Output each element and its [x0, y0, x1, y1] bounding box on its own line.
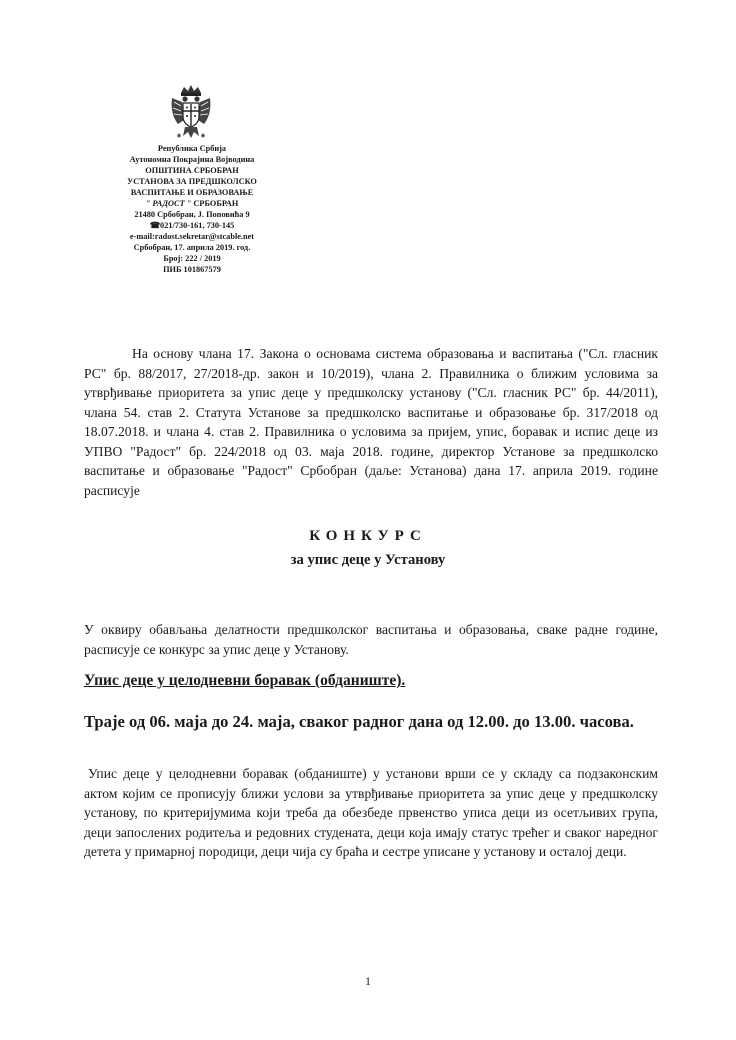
letterhead-phone: ☎021/730-161, 730-145: [149, 221, 235, 230]
letterhead-email: e-mail:radost.sekretar@stcable.net: [129, 232, 255, 241]
letterhead-address: 21480 Србобран, Ј. Поповића 9: [134, 210, 250, 219]
body-paragraph: Упис деце у целодневни боравак (обданиште) у установи врши се у складу са подзаконским актом којим се прописују ближи услови за утврђивање приоритета за упис деце у предшколску установу, по критеријумима који треба да обезбеде првенство уписа деци из осетљивих група, деци запослених родитеља и редовних студената, деци која имају статус трећег и сваког наредног детета у примарној породици, деци чија су браћа и сестре уписане у установу и осталој деци.: [84, 766, 658, 859]
letterhead-institution-line1: УСТАНОВА ЗА ПРЕДШКОЛСКО: [127, 177, 257, 186]
letterhead-radost: " РАДОСТ ": [145, 199, 192, 208]
section-heading: Упис деце у целодневни боравак (обданиште).: [84, 672, 406, 689]
letterhead-municipality: ОПШТИНА СРБОБРАН: [145, 166, 239, 175]
letterhead-tax-id: ПИБ 101867579: [163, 265, 221, 274]
page-number: 1: [365, 974, 371, 988]
letterhead-institution-line2: ВАСПИТАЊЕ И ОБРАЗОВАЊЕ: [130, 188, 254, 197]
duration-paragraph: Траје од 06. маја до 24. маја, сваког радног дана од 12.00. до 13.00. часова.: [84, 712, 634, 731]
intro-section: [84, 620, 658, 659]
letterhead-reference-number: Број: 222 / 2019: [163, 254, 221, 263]
letterhead-country: Република Србија: [157, 144, 227, 153]
document-subtitle: за упис деце у Установу: [290, 552, 446, 568]
document-title: КОНКУРС: [309, 528, 427, 544]
preamble-paragraph: На основу члана 17. Закона о основама система образовања и васпитања ("Сл. гласник РС" бр. 88/2017, 27/2018-др. закон и 10/2019), члана 2. Правилника о ближим условима за утврђивање приоритета за упис деце у предшколску установу ("Сл. гласник РС" бр. 44/2011), члана 54. став 2. Статута Установе за предшколско васпитање и образовање бр. 317/2018 од 18.07.2018. и члана 4. став 2. Правилника о условима за пријем, упис, боравак и испис деце из УПВО "Радост" бр. 224/2018 од 03. маја 2018. године, директор Установе за предшколско васпитање и образовање "Радост" Србобран (даље: Установа) дана 17. априла 2019. године расписује: [84, 346, 658, 498]
letterhead-institution-name: [92, 198, 292, 209]
intro-paragraph: У оквиру обављања делатности предшколског васпитања и образовања, сваке радне године, расписује се конкурс за упис деце у Установу.: [84, 622, 658, 657]
body-section: [84, 764, 658, 862]
preamble-section: [84, 344, 658, 500]
letterhead-date: Србобран, 17. априла 2019. год.: [133, 243, 251, 252]
coat-of-arms-icon: [168, 84, 214, 142]
letterhead-province: Аутономна Покрајина Војводина: [129, 155, 255, 164]
letterhead: [92, 143, 292, 275]
duration-section: [84, 710, 658, 733]
letterhead-city: СРБОБРАН: [193, 199, 239, 208]
